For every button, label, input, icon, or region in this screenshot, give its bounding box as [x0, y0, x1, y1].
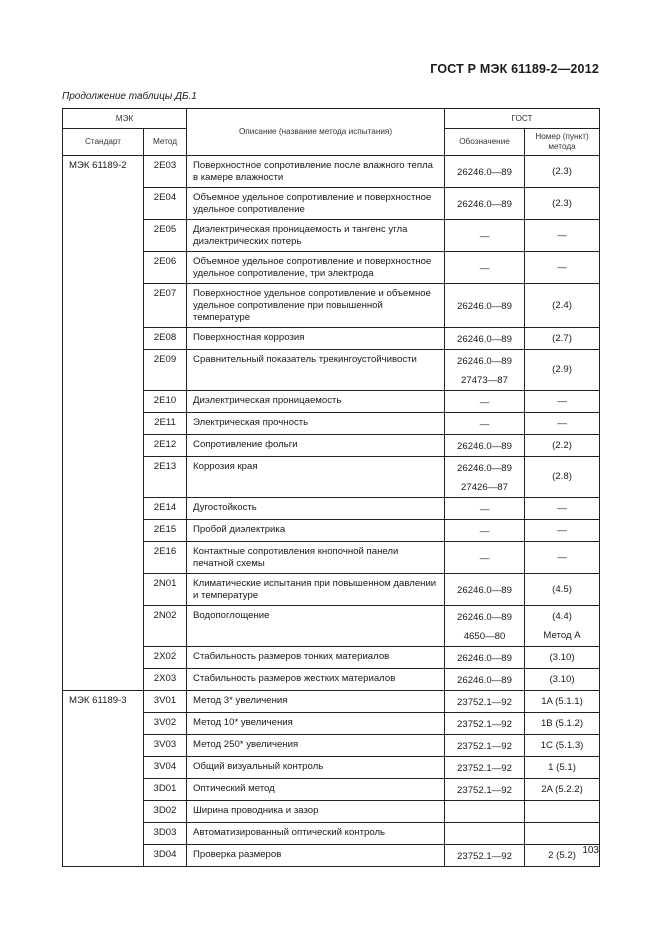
- cell-designation: [445, 845, 525, 867]
- table-row: [63, 691, 600, 713]
- cell-designation: [445, 435, 525, 457]
- cell-description: Сопротивление фольги: [187, 435, 445, 457]
- cell-designation: [445, 391, 525, 413]
- cell-method: 3V03: [144, 735, 187, 757]
- cell-method: 3V01: [144, 691, 187, 713]
- cell-method: 2E06: [144, 252, 187, 284]
- cell-method: 2E12: [144, 435, 187, 457]
- cell-method-number: —: [525, 413, 600, 435]
- cell-designation: [445, 350, 525, 391]
- table-row: [63, 647, 600, 669]
- cell-method: 2E07: [144, 284, 187, 328]
- cell-method-number: [525, 823, 600, 845]
- cell-description: Поверхностная коррозия: [187, 328, 445, 350]
- designation-value: 26246.0—89: [457, 356, 512, 367]
- header-number: Номер (пункт) метода: [525, 129, 600, 156]
- table-row: [63, 713, 600, 735]
- designation-value: —: [479, 526, 490, 537]
- table-row: [63, 823, 600, 845]
- cell-description: Автоматизированный оптический контроль: [187, 823, 445, 845]
- designation-value: 27426—87: [461, 482, 508, 493]
- designation-value: 26246.0—89: [457, 653, 512, 664]
- designation-value: 26246.0—89: [457, 167, 512, 178]
- cell-designation: [445, 757, 525, 779]
- designation-value: —: [479, 553, 490, 564]
- cell-method: 2E11: [144, 413, 187, 435]
- table-row: [63, 413, 600, 435]
- table-row: [63, 435, 600, 457]
- table-row: [63, 574, 600, 606]
- cell-method-number: 1A (5.1.1): [525, 691, 600, 713]
- header-description: Описание (название метода испытания): [187, 109, 445, 156]
- cell-description: Стабильность размеров жестких материалов: [187, 669, 445, 691]
- table-row: [63, 757, 600, 779]
- cell-method-number: —: [525, 498, 600, 520]
- cell-method-number: —: [525, 520, 600, 542]
- designation-value: —: [479, 504, 490, 515]
- cell-method-number: (2.2): [525, 435, 600, 457]
- cell-designation: [445, 735, 525, 757]
- cell-method-number: (3.10): [525, 669, 600, 691]
- cell-designation: [445, 542, 525, 574]
- cell-method: 3V04: [144, 757, 187, 779]
- cell-description: Оптический метод: [187, 779, 445, 801]
- cell-method: 2X03: [144, 669, 187, 691]
- cell-designation: [445, 647, 525, 669]
- cell-designation: [445, 457, 525, 498]
- cell-method: 3V02: [144, 713, 187, 735]
- header-mek: МЭК: [63, 109, 187, 129]
- table-body: [63, 156, 600, 867]
- cell-designation: [445, 801, 525, 823]
- designation-value: 23752.1—92: [457, 851, 512, 862]
- table-row: [63, 328, 600, 350]
- cell-method-number: (4.4) Метод А: [525, 606, 600, 647]
- cell-method-number: [525, 801, 600, 823]
- table-row: [63, 252, 600, 284]
- cell-method: 2N01: [144, 574, 187, 606]
- cell-method: 2E14: [144, 498, 187, 520]
- cell-method: 2E13: [144, 457, 187, 498]
- table-row: [63, 542, 600, 574]
- cell-designation: [445, 328, 525, 350]
- cell-method: 2E16: [144, 542, 187, 574]
- cell-method-number: (2.7): [525, 328, 600, 350]
- cell-method-number: (2.3): [525, 188, 600, 220]
- cell-designation: [445, 823, 525, 845]
- designation-value: [445, 803, 524, 822]
- cell-method-number: (3.10): [525, 647, 600, 669]
- page-number: 103: [582, 845, 599, 856]
- cell-description: Контактные сопротивления кнопочной панели печатной схемы: [187, 542, 445, 574]
- table-row: [63, 156, 600, 188]
- cell-description: Стабильность размеров тонких материалов: [187, 647, 445, 669]
- cell-designation: [445, 713, 525, 735]
- designation-value: —: [479, 419, 490, 430]
- cell-designation: [445, 284, 525, 328]
- header-standard: Стандарт: [63, 129, 144, 156]
- designation-value: 23752.1—92: [457, 763, 512, 774]
- designation-value: —: [479, 263, 490, 274]
- table-row: [63, 498, 600, 520]
- cell-method: 2E10: [144, 391, 187, 413]
- table-row: [63, 520, 600, 542]
- cell-description: Объемное удельное сопротивление и поверхностное удельное сопротивление: [187, 188, 445, 220]
- cell-designation: [445, 779, 525, 801]
- cell-method-number: (2.8): [525, 457, 600, 498]
- cell-description: Электрическая прочность: [187, 413, 445, 435]
- cell-description: Водопоглощение: [187, 606, 445, 647]
- table-row: [63, 220, 600, 252]
- cell-description: Пробой диэлектрика: [187, 520, 445, 542]
- cell-method-number: —: [525, 252, 600, 284]
- designation-value: [445, 825, 524, 844]
- header-method: Метод: [144, 129, 187, 156]
- designation-value: 23752.1—92: [457, 697, 512, 708]
- table-row: [63, 669, 600, 691]
- cell-description: Коррозия края: [187, 457, 445, 498]
- cell-designation: [445, 606, 525, 647]
- cell-designation: [445, 574, 525, 606]
- cell-method: 3D01: [144, 779, 187, 801]
- cell-description: Диэлектрическая проницаемость и тангенс угла диэлектрических потерь: [187, 220, 445, 252]
- cell-designation: [445, 188, 525, 220]
- cell-method-number: 1B (5.1.2): [525, 713, 600, 735]
- designation-value: 27473—87: [461, 375, 508, 386]
- cell-method-number: (2.9): [525, 350, 600, 391]
- cell-method: 2E09: [144, 350, 187, 391]
- cell-description: Диэлектрическая проницаемость: [187, 391, 445, 413]
- cell-method-number: 2A (5.2.2): [525, 779, 600, 801]
- designation-value: 23752.1—92: [457, 785, 512, 796]
- cell-method-number: (4.5): [525, 574, 600, 606]
- table-row: [63, 735, 600, 757]
- designation-value: 26246.0—89: [457, 441, 512, 452]
- table-row: [63, 801, 600, 823]
- table-caption: Продолжение таблицы ДБ.1: [62, 91, 197, 102]
- cell-standard: МЭК 61189-2: [63, 156, 144, 691]
- cell-designation: [445, 498, 525, 520]
- cell-method-number: 1C (5.1.3): [525, 735, 600, 757]
- designation-value: 26246.0—89: [457, 301, 512, 312]
- table-row: [63, 350, 600, 391]
- cell-method-number: —: [525, 391, 600, 413]
- cell-designation: [445, 669, 525, 691]
- designation-value: —: [479, 397, 490, 408]
- cell-method: 3D04: [144, 845, 187, 867]
- designation-value: 26246.0—89: [457, 199, 512, 210]
- cell-method-number: (2.4): [525, 284, 600, 328]
- cell-method: 3D02: [144, 801, 187, 823]
- designation-value: 26246.0—89: [457, 612, 512, 623]
- cell-method: 2X02: [144, 647, 187, 669]
- table-row: [63, 779, 600, 801]
- cell-method: 2E08: [144, 328, 187, 350]
- designation-value: 4650—80: [463, 631, 506, 642]
- cell-method: 3D03: [144, 823, 187, 845]
- cell-method-number: 2 (5.2): [525, 845, 600, 867]
- designation-value: 23752.1—92: [457, 719, 512, 730]
- designation-value: 23752.1—92: [457, 741, 512, 752]
- cell-method: 2E03: [144, 156, 187, 188]
- cell-description: Дугостойкость: [187, 498, 445, 520]
- cell-description: Метод 10* увеличения: [187, 713, 445, 735]
- designation-value: 26246.0—89: [457, 675, 512, 686]
- cell-designation: [445, 520, 525, 542]
- table-row: [63, 457, 600, 498]
- header-designation: Обозначение: [445, 129, 525, 156]
- cell-description: Объемное удельное сопротивление и поверхностное удельное сопротивление, три электрода: [187, 252, 445, 284]
- cell-description: Общий визуальный контроль: [187, 757, 445, 779]
- table-row: [63, 284, 600, 328]
- document-code: ГОСТ Р МЭК 61189-2—2012: [430, 62, 599, 76]
- table-row: [63, 391, 600, 413]
- cell-description: Проверка размеров: [187, 845, 445, 867]
- cell-designation: [445, 691, 525, 713]
- cell-method-number: 1 (5.1): [525, 757, 600, 779]
- designation-value: 26246.0—89: [457, 463, 512, 474]
- designation-value: 26246.0—89: [457, 334, 512, 345]
- designation-value: 26246.0—89: [457, 585, 512, 596]
- cell-description: Климатические испытания при повышенном давлении и температуре: [187, 574, 445, 606]
- cell-description: Ширина проводника и зазор: [187, 801, 445, 823]
- cell-method: 2E15: [144, 520, 187, 542]
- correspondence-table: [62, 108, 600, 867]
- cell-standard: МЭК 61189-3: [63, 691, 144, 867]
- cell-method: 2N02: [144, 606, 187, 647]
- cell-method-number: (2.3): [525, 156, 600, 188]
- cell-description: Сравнительный показатель трекингоустойчивости: [187, 350, 445, 391]
- cell-designation: [445, 156, 525, 188]
- cell-description: Поверхностное удельное сопротивление и объемное удельное сопротивление при повышенной температуре: [187, 284, 445, 328]
- table-row: [63, 606, 600, 647]
- table-row: [63, 188, 600, 220]
- cell-method: 2E04: [144, 188, 187, 220]
- cell-designation: [445, 413, 525, 435]
- cell-description: Метод 250* увеличения: [187, 735, 445, 757]
- cell-method-number: —: [525, 542, 600, 574]
- cell-designation: [445, 220, 525, 252]
- cell-method: 2E05: [144, 220, 187, 252]
- cell-method-number: —: [525, 220, 600, 252]
- cell-description: Метод 3* увеличения: [187, 691, 445, 713]
- cell-description: Поверхностное сопротивление после влажного тепла в камере влажности: [187, 156, 445, 188]
- table-row: [63, 845, 600, 867]
- header-gost: ГОСТ: [445, 109, 600, 129]
- designation-value: —: [479, 231, 490, 242]
- cell-designation: [445, 252, 525, 284]
